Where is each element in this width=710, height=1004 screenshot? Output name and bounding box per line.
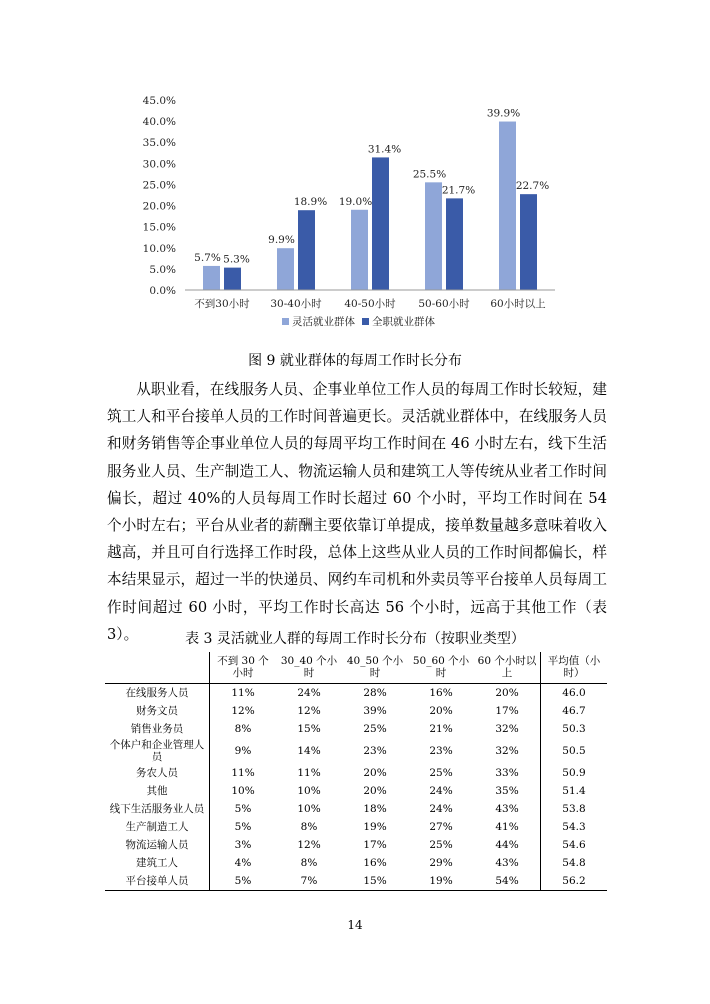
table-cell: 12%	[297, 705, 321, 717]
table-cell: 25%	[429, 767, 453, 779]
header-col-1: 不到 30 个小时	[217, 655, 269, 679]
x-tick-label: 50-60小时	[418, 298, 470, 310]
table-cell: 35%	[474, 782, 541, 800]
header-occupation	[105, 652, 210, 684]
header-col-2: 30_40 个小时	[280, 655, 338, 679]
table-cell: 14%	[297, 745, 321, 757]
table-cell: 54.3	[562, 821, 586, 833]
table-cell: 44%	[474, 836, 541, 854]
table-cell: 21%	[429, 723, 453, 735]
legend-label: 全职就业群体	[372, 316, 435, 328]
y-tick-label: 30.0%	[142, 158, 176, 171]
row-label: 个体户和企业管理人员	[105, 738, 210, 764]
table-header-row	[105, 652, 607, 684]
table-cell: 43%	[474, 800, 541, 818]
table-cell: 20%	[474, 684, 541, 703]
data-label: 22.7%	[515, 180, 550, 193]
table-cell: 5%	[234, 803, 252, 815]
y-tick-label: 40.0%	[142, 116, 176, 129]
bar-fulltime	[520, 194, 537, 290]
bar-flexible	[351, 210, 368, 290]
row-label: 务农人员	[105, 764, 210, 782]
table-cell: 50.9	[562, 767, 586, 779]
data-label: 19.0%	[338, 195, 373, 208]
row-label: 建筑工人	[105, 854, 210, 872]
table-cell: 7%	[300, 875, 318, 887]
row-label: 生产制造工人	[105, 818, 210, 836]
table-row	[105, 720, 607, 738]
y-tick-label: 25.0%	[142, 179, 176, 192]
table-cell: 15%	[363, 875, 387, 887]
table-cell: 23%	[363, 745, 387, 757]
table-cell: 51.4	[562, 785, 586, 797]
y-tick-label: 0.0%	[149, 285, 176, 297]
table-cell: 16%	[429, 687, 453, 699]
data-label: 31.4%	[367, 143, 402, 156]
bar-fulltime	[372, 157, 389, 290]
header-col-4: 50_60 个小时	[412, 655, 470, 679]
y-tick-label: 15.0%	[142, 221, 176, 234]
x-tick-label: 40-50小时	[344, 298, 396, 310]
y-tick-label: 35.0%	[142, 137, 176, 150]
data-label: 25.5%	[412, 168, 447, 181]
table-row	[105, 764, 607, 782]
legend-swatch	[282, 318, 289, 325]
table-caption: 表 3 灵活就业人群的每周工作时长分布（按职业类型）	[185, 631, 525, 647]
table-cell: 54%	[474, 872, 541, 891]
table-cell: 10%	[297, 803, 321, 815]
table-cell: 11%	[297, 767, 321, 779]
table-cell: 12%	[231, 705, 255, 717]
table-cell: 32%	[474, 738, 541, 764]
table-cell: 39%	[363, 705, 387, 717]
table-row	[105, 836, 607, 854]
table-cell: 43%	[474, 854, 541, 872]
table-cell: 3%	[234, 839, 252, 851]
table-cell: 20%	[363, 767, 387, 779]
table-cell: 23%	[429, 745, 453, 757]
table-cell: 11%	[231, 687, 255, 699]
x-tick-label: 60小时以上	[490, 298, 546, 310]
table-cell: 4%	[234, 857, 252, 869]
y-tick-label: 45.0%	[142, 95, 176, 107]
table-cell: 18%	[363, 803, 387, 815]
table-cell: 9%	[234, 745, 252, 757]
table-cell: 19%	[429, 875, 453, 887]
table-cell: 54.6	[562, 839, 586, 851]
data-label: 9.9%	[268, 234, 295, 247]
table-row	[105, 854, 607, 872]
header-col-3: 40_50 个小时	[346, 655, 404, 679]
table-cell: 20%	[429, 705, 453, 717]
table-cell: 16%	[363, 857, 387, 869]
table-cell: 12%	[297, 839, 321, 851]
y-tick-label: 5.0%	[149, 263, 176, 276]
table-cell: 28%	[363, 687, 387, 699]
table-cell: 11%	[231, 767, 255, 779]
table-row	[105, 800, 607, 818]
table-cell: 24%	[297, 687, 321, 699]
table-cell: 53.8	[562, 803, 586, 815]
table-cell: 8%	[234, 723, 252, 735]
table-row	[105, 818, 607, 836]
bar-chart	[0, 0, 710, 350]
legend-label: 灵活就业群体	[292, 316, 355, 328]
header-col-6: 平均值（小时）	[547, 655, 601, 679]
bar-flexible	[203, 266, 220, 290]
table-cell: 24%	[429, 785, 453, 797]
y-tick-label: 20.0%	[142, 200, 176, 213]
table-cell: 17%	[363, 839, 387, 851]
legend-swatch	[362, 318, 369, 325]
table-row	[105, 872, 607, 891]
table-cell: 19%	[363, 821, 387, 833]
table-cell: 56.2	[562, 875, 586, 887]
table-cell: 27%	[429, 821, 453, 833]
row-label: 线下生活服务业人员	[105, 800, 210, 818]
table-row	[105, 738, 607, 764]
table-cell: 29%	[429, 857, 453, 869]
table-cell: 5%	[234, 875, 252, 887]
table-cell: 17%	[474, 702, 541, 720]
table-cell: 25%	[363, 723, 387, 735]
bar-fulltime	[298, 210, 315, 290]
table-cell: 8%	[300, 821, 318, 833]
table-row	[105, 684, 607, 703]
table-cell: 25%	[429, 839, 453, 851]
y-tick-label: 10.0%	[142, 242, 176, 255]
table-cell: 20%	[363, 785, 387, 797]
bar-fulltime	[224, 268, 241, 290]
table-cell: 10%	[231, 785, 255, 797]
table-cell: 24%	[429, 803, 453, 815]
row-label: 财务文员	[105, 702, 210, 720]
table-cell: 46.0	[562, 687, 586, 699]
x-tick-label: 30-40小时	[270, 298, 322, 310]
row-label: 物流运输人员	[105, 836, 210, 854]
table-cell: 50.5	[562, 745, 586, 757]
table-cell: 54.8	[562, 857, 586, 869]
bar-flexible	[499, 122, 516, 290]
body-paragraph: 从职业看，在线服务人员、企事业单位工作人员的每周工作时长较短，建筑工人和平台接单人员的工作时间普遍更长。灵活就业群体中，在线服务人员和财务销售等企事业单位人员的每周平均工作时间在 46 小时左右，线下生活服务业人员、生产制造工人、物流运输人员和建筑工人等传统从业者工作时间偏长，超过 40%的人员每周工作时长超过 60 个小时，平均工作时间在 54 个小时左右；平台从业者的薪酬主要依靠订单提成，接单数量越多意味着收入越高，并且可自行选择工作时段，总体上这些从业人员的工作时间都偏长，样本结果显示，超过一半的快递员、网约车司机和外卖员等平台接单人员每周工作时间超过 60 小时，平均工作时长高达 56 个小时，远高于其他工作（表 3）。	[107, 381, 607, 643]
table-row	[105, 782, 607, 800]
table-cell: 46.7	[562, 705, 586, 717]
x-tick-label: 不到30小时	[194, 298, 250, 310]
table-row	[105, 702, 607, 720]
row-label: 在线服务人员	[105, 684, 210, 703]
table-cell: 50.3	[562, 723, 586, 735]
page-number: 14	[347, 918, 363, 932]
table-cell: 5%	[234, 821, 252, 833]
data-label: 39.9%	[486, 107, 521, 120]
table-cell: 33%	[474, 764, 541, 782]
header-col-5: 60 个小时以上	[474, 652, 541, 684]
data-label: 5.3%	[223, 253, 250, 266]
data-label: 5.7%	[194, 251, 221, 264]
row-label: 平台接单人员	[105, 872, 210, 891]
bar-fulltime	[446, 198, 463, 290]
data-label: 21.7%	[441, 184, 476, 197]
table-cell: 15%	[297, 723, 321, 735]
row-label: 销售业务员	[105, 720, 210, 738]
table-cell: 8%	[300, 857, 318, 869]
bar-flexible	[425, 182, 442, 290]
data-label: 18.9%	[293, 196, 328, 209]
figure-caption: 图 9 就业群体的每周工作时长分布	[248, 353, 462, 369]
work-hours-table	[105, 652, 607, 891]
bar-flexible	[277, 248, 294, 290]
row-label: 其他	[105, 782, 210, 800]
table-cell: 32%	[474, 720, 541, 738]
table-cell: 41%	[474, 818, 541, 836]
table-cell: 10%	[297, 785, 321, 797]
